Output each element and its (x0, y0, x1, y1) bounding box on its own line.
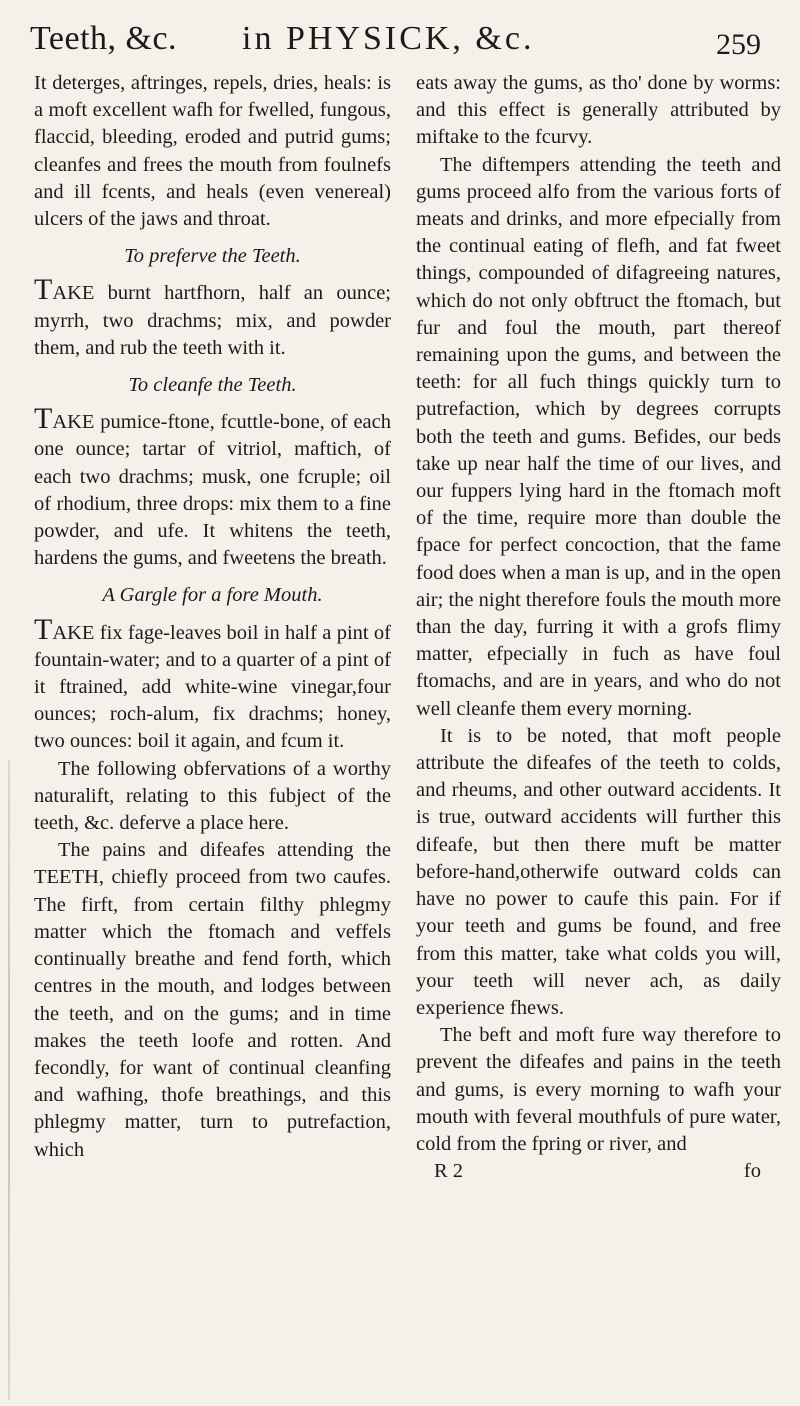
left-column (34, 70, 391, 1164)
distempers-paragraph: The diftempers attending the teeth and gums proceed alfo from the various forts of meats and drinks, and more efpecially from the continual eating of flefh, and fat fweet things, compounded of difagreeing natures, which do not only obftruct the ftomach, but fur and foul the mouth, part thereof remaining upon the gums, and between the teeth: for all fuch things quickly turn to putrefaction, which by degrees corrupts both the teeth and gums. Befides, our beds take up near half the time of our lives, and our fuppers lying hard in the ftomach moft of the time, require more than double the fpace for perfect concoction, that the fame food does when a man is up, and in the open air; the night therefore fouls the mouth more than the day, furring it with a grofs flimy matter, efpecially in fuch as have foul ftomachs, and are in years, and who do not well cleanfe them every morning. (416, 153, 781, 720)
recipe-heading-cleanse-teeth: To cleanfe the Teeth. (128, 374, 297, 397)
pains-causes-paragraph: The pains and difeafes attending the TEETH, chiefly proceed from two caufes. The firft, from certain filthy phlegmy matter which the ftomach and veffels continually breathe and fend forth, which centres in the mouth, and lodges between the teeth, and on the gums; and in time makes the teeth loofe and rotten. And fecondly, for want of continual cleanfing and wafhing, thofe breathings, and this phlegmy matter, turn to putrefaction, which (34, 839, 391, 1161)
header-left-title: Teeth, &c. (30, 20, 178, 57)
prevention-paragraph: The beft and moft fure way therefore to prevent the difeafes and pains in the teeth and gums, is every morning to wafh your mouth with feveral mouthfuls of pure water, cold from the fpring or river, and (416, 1024, 781, 1155)
page-edge-shadow (8, 760, 10, 1400)
recipe-cleanse-teeth: TAKE pumice-ftone, fcuttle-bone, of each one ounce; tartar of vitriol, maftich, of each two drachms; musk, one fcruple; oil of rhodium, three drops: mix them to a fine powder, and ufe. It whitens the teeth, hardens the gums, and fweetens the breath. (34, 402, 391, 570)
page-footer (416, 1158, 781, 1185)
header-center-title: in PHYSICK, &c. (242, 20, 535, 57)
continued-paragraph: eats away the gums, as tho' done by worms: and this effect is generally attributed by miftake to the fcurvy. (416, 72, 781, 149)
intro-paragraph: It deterges, aftringes, repels, dries, heals: is a moft excellent wafh for fwelled, fungous, flaccid, bleeding, eroded and putrid gums; cleanfes and frees the mouth from foulnefs and ill fcents, and heals (even venereal) ulcers of the jaws and throat. (34, 72, 391, 231)
page-number: 259 (716, 28, 761, 61)
running-header (30, 20, 775, 70)
signature-mark: R 2 (434, 1160, 464, 1183)
observations-intro-paragraph: The following obfervations of a worthy naturalift, relating to this fubject of the teeth, &c. deferve a place here. (34, 757, 391, 835)
recipe-heading-gargle: A Gargle for a fore Mouth. (102, 584, 323, 607)
recipe-preserve-teeth: TAKE burnt hartfhorn, half an ounce; myrrh, two drachms; mix, and powder them, and rub the teeth with it. (34, 273, 391, 359)
right-column (416, 70, 781, 1185)
recipe-gargle: TAKE fix fage-leaves boil in half a pint of fountain-water; and to a quarter of a pint of it ftrained, add white-wine vinegar,four ounces; roch-alum, fix drachms; honey, two ounces: boil it again, and fcum it. (34, 612, 391, 753)
catchword: fo (743, 1160, 761, 1183)
recipe-heading-preserve-teeth: To preferve the Teeth. (124, 245, 301, 268)
colds-paragraph: It is to be noted, that moft people attribute the difeafes of the teeth to colds, and rheums, and other outward accidents. It is true, outward accidents will further this difeafe, but then there muft be matter before-hand,otherwife outward colds can have no power to caufe this pain. For if your teeth and gums be found, and free from this matter, take what colds you will, your teeth will never ach, as daily experience fhews. (416, 724, 781, 1019)
